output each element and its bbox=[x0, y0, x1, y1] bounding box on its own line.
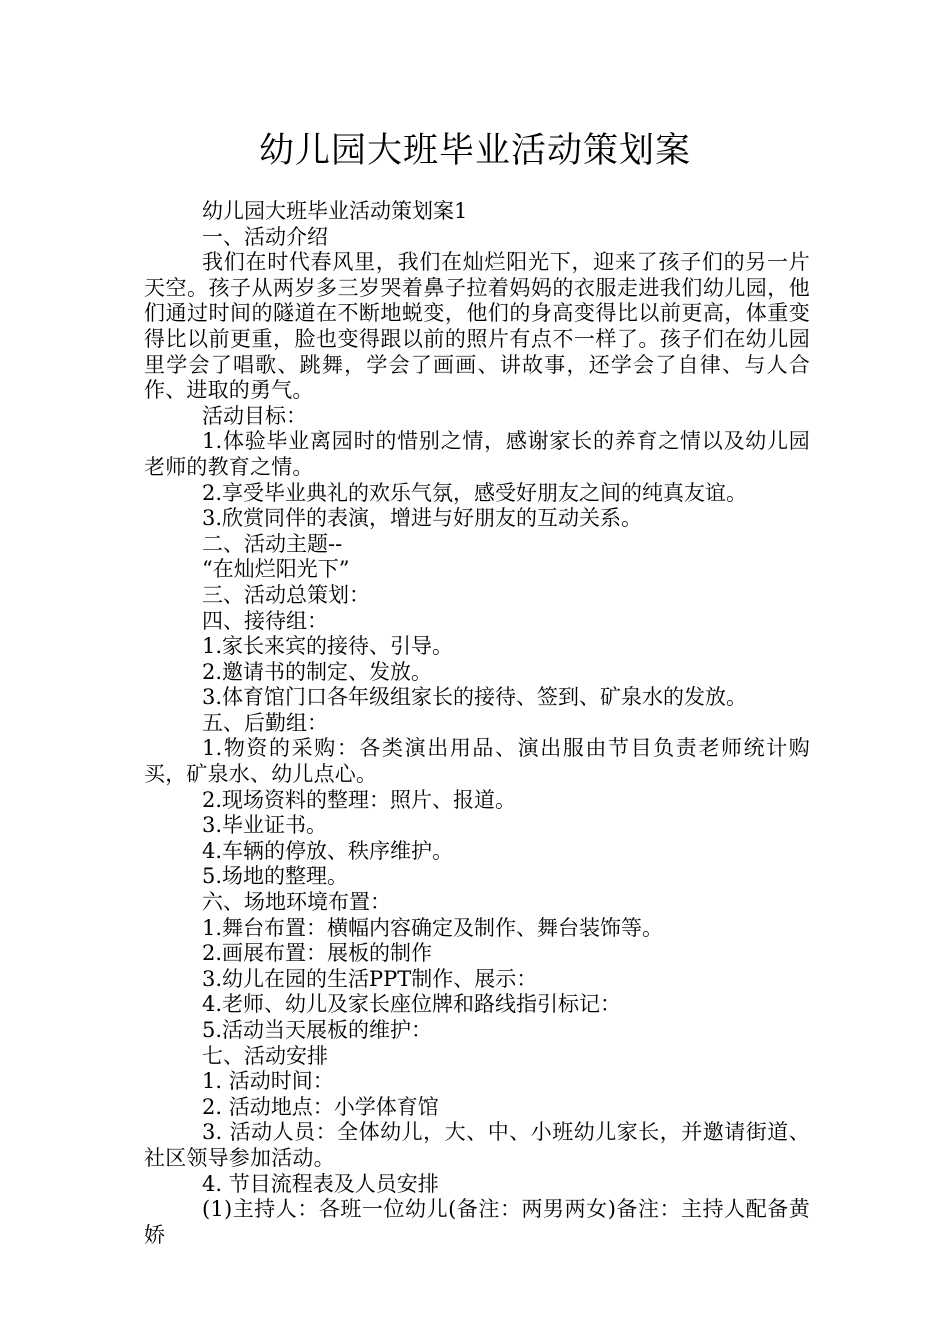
list-item: 1.舞台布置：横幅内容确定及制作、舞台装饰等。 bbox=[202, 915, 664, 940]
paragraph: 我们在时代春风里，我们在灿烂阳光下，迎来了孩子们的另一片天空。孩子从两岁多三岁哭着鼻子拉着妈妈的衣服走进我们幼儿园，他们通过时间的隧道在不断地蜕变，他们的身高变得比以前更高，体重变得比以前更重，脸也变得跟以前的照片有点不一样了。孩子们在幼儿园里学会了唱歌、跳舞，学会了画画、讲故事，还学会了自律、与人合作、进取的勇气。 bbox=[144, 250, 810, 403]
list-item: 5.场地的整理。 bbox=[202, 864, 349, 889]
document-title: 幼儿园大班毕业活动策划案 bbox=[258, 131, 691, 171]
section-heading: 五、后勤组： bbox=[202, 710, 328, 735]
list-item: 4. 节目流程表及人员安排 bbox=[202, 1171, 439, 1196]
section-heading: 一、活动介绍 bbox=[202, 224, 328, 249]
section-heading: 三、活动总策划： bbox=[202, 582, 370, 607]
document-body bbox=[144, 199, 810, 1248]
section-heading: 二、活动主题-- bbox=[202, 531, 343, 556]
list-item: 2.画展布置：展板的制作 bbox=[202, 941, 433, 966]
section-heading: 七、活动安排 bbox=[202, 1043, 328, 1068]
list-item: 3.欣赏同伴的表演，增进与好朋友的互动关系。 bbox=[202, 506, 643, 531]
list-item: 2.邀请书的制定、发放。 bbox=[202, 659, 433, 684]
list-item: 3.体育馆门口各年级组家长的接待、签到、矿泉水的发放。 bbox=[202, 685, 748, 710]
list-item: 5.活动当天展板的维护： bbox=[202, 1018, 433, 1042]
paragraph: (1)主持人：各班一位幼儿(备注：两男两女)备注：主持人配备黄娇 bbox=[144, 1197, 810, 1247]
list-item: 4.老师、幼儿及家长座位牌和路线指引标记： bbox=[202, 992, 622, 1017]
paragraph: 1.体验毕业离园时的惜别之情，感谢家长的养育之情以及幼儿园老师的教育之情。 bbox=[144, 429, 810, 479]
theme-line: “在灿烂阳光下” bbox=[202, 557, 350, 582]
paragraph: 3. 活动人员：全体幼儿，大、中、小班幼儿家长，并邀请街道、社区领导参加活动。 bbox=[144, 1120, 810, 1170]
section-heading: 四、接待组： bbox=[202, 608, 328, 633]
list-item: 2.现场资料的整理：照片、报道。 bbox=[202, 787, 517, 812]
list-item: 2. 活动地点：小学体育馆 bbox=[202, 1094, 439, 1119]
list-item: 4.车辆的停放、秩序维护。 bbox=[202, 838, 454, 863]
list-item: 1. 活动时间： bbox=[202, 1069, 334, 1094]
list-item: 3.幼儿在园的生活PPT制作、展示： bbox=[202, 966, 538, 991]
list-item: 1.家长来宾的接待、引导。 bbox=[202, 634, 454, 659]
list-item: 3.毕业证书。 bbox=[202, 813, 328, 838]
section-heading: 六、场地环境布置： bbox=[202, 890, 391, 915]
section-heading: 活动目标： bbox=[202, 403, 307, 428]
section-heading: 幼儿园大班毕业活动策划案1 bbox=[202, 199, 468, 223]
list-item: 2.享受毕业典礼的欢乐气氛，感受好朋友之间的纯真友谊。 bbox=[202, 480, 748, 505]
paragraph: 1.物资的采购：各类演出用品、演出服由节目负责老师统计购买，矿泉水、幼儿点心。 bbox=[144, 736, 810, 787]
